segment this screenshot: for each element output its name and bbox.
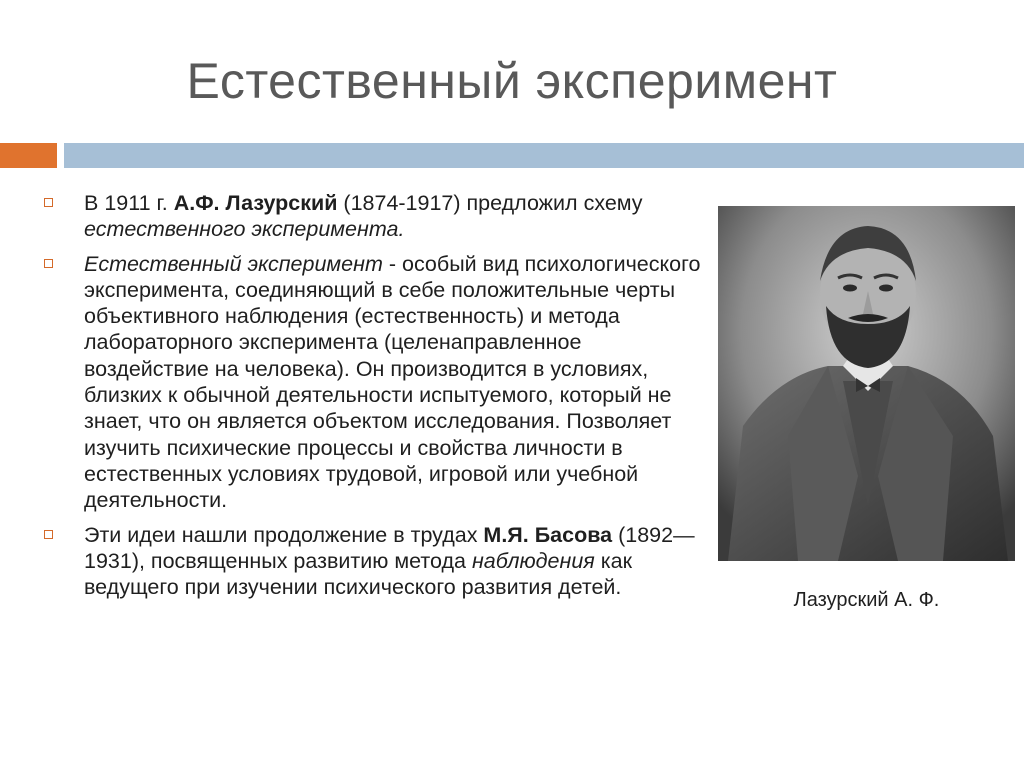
accent-bar-orange — [0, 143, 57, 168]
accent-bar-blue — [64, 143, 1024, 168]
bullet-item — [44, 251, 704, 514]
bullet-part-bold: А.Ф. Лазурский — [173, 191, 338, 215]
portrait-illustration — [718, 206, 1015, 561]
bullet-part-italic: наблюдения — [471, 548, 595, 573]
portrait-photo — [718, 206, 1015, 561]
square-bullet-icon — [44, 530, 53, 539]
bullet-part-italic: естественного эксперимента. — [84, 217, 405, 242]
bullet-part-italic: Естественный эксперимент — [84, 251, 383, 276]
bullet-part: Эти идеи нашли продолжение в трудах — [84, 522, 484, 547]
bullet-part-bold: М.Я. Басова — [483, 522, 613, 547]
bullet-part: В 1911 г. — [84, 191, 174, 215]
bullet-part: - особый вид психологического эксперимента, соединяющий в себе положительные черты объективного наблюдения (естественность) и метода лабораторного эксперимента (целенаправленное воздействие на человека). Он производится в условиях, близких к обычной деятельности испытуемого, который не знает, что он является объектом исследования. Позволяет изучить психические процессы и свойства личности в естественных условиях трудовой, игровой или учебной деятельности. — [84, 251, 701, 513]
bullet-item — [44, 190, 704, 243]
bullet-part: как ведущего при изучении психического развития детей. — [84, 548, 632, 600]
photo-caption: Лазурский А. Ф. — [793, 589, 940, 611]
square-bullet-icon — [44, 198, 53, 207]
slide-title: Естественный эксперимент — [186, 53, 838, 109]
bullet-part: (1874-1917) предложил схему — [337, 191, 643, 215]
bullet-list — [44, 190, 704, 608]
square-bullet-icon — [44, 259, 53, 268]
bullet-part: (1892— 1931), посвященных развитию метода — [84, 522, 695, 573]
bullet-item — [44, 522, 704, 601]
